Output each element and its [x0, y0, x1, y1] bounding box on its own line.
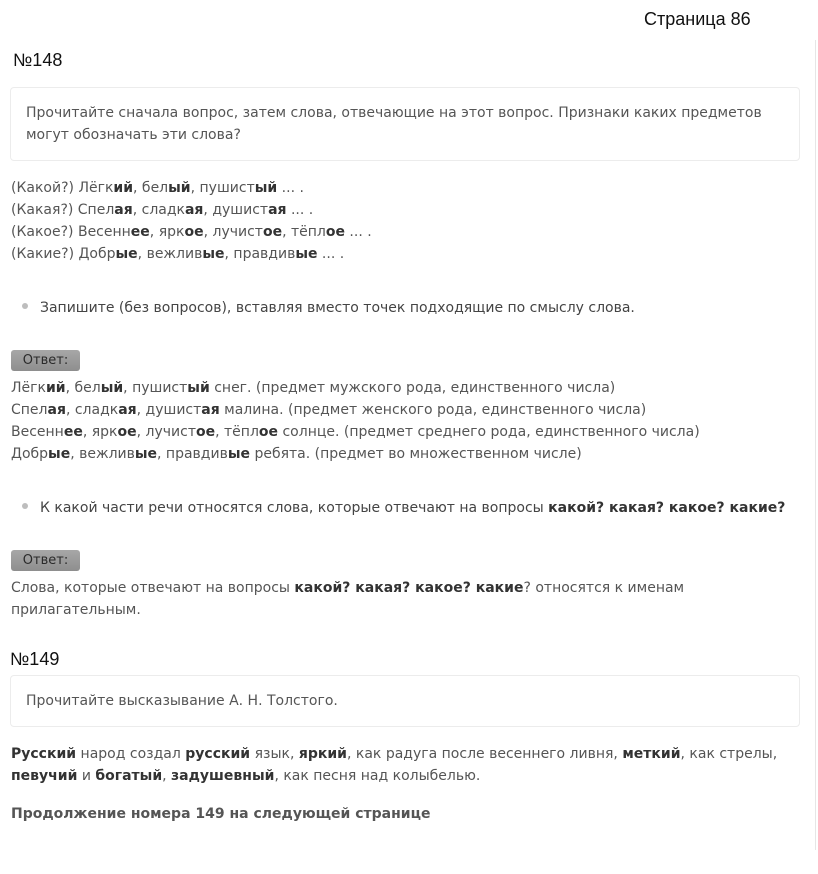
bold-fragment: ые [48, 446, 71, 462]
text-fragment: ... . [317, 246, 345, 262]
text-line [11, 199, 372, 221]
text-fragment: ... . [344, 224, 372, 240]
bold-fragment: ый [254, 180, 278, 196]
text-fragment: Слова, которые отвечают на вопросы [11, 580, 295, 596]
text-fragment: Весенн [11, 424, 64, 440]
text-fragment: (Какие?) Добр [11, 246, 116, 262]
text-fragment: , бел [65, 380, 101, 396]
bold-fragment: ая [114, 202, 133, 218]
bold-fragment: ий [45, 380, 66, 396]
text-fragment: , лучист [136, 424, 196, 440]
text-line [11, 177, 372, 199]
task-148-instruction-box [10, 87, 800, 161]
text-fragment: , как песня над колыбелью. [274, 768, 481, 784]
bold-fragment: какой? какая? какое? какие? [548, 500, 786, 516]
bold-fragment: ее [63, 424, 83, 440]
text-fragment: , сладк [132, 202, 185, 218]
task-148-number: №148 [13, 50, 63, 70]
bold-fragment: меткий [622, 746, 681, 762]
text-fragment: , лучист [203, 224, 263, 240]
text-fragment: , как стрелы, [680, 746, 778, 762]
text-fragment: , вежлив [137, 246, 203, 262]
text-fragment: , душист [203, 202, 269, 218]
text-fragment: , ярк [149, 224, 185, 240]
task-148-word-lines [11, 177, 372, 265]
bold-fragment: ое [262, 224, 283, 240]
page-number-label: Страница 86 [644, 9, 751, 29]
task-149-number: №149 [10, 649, 60, 669]
bold-fragment: ая [184, 202, 204, 218]
text-fragment: , сладк [65, 402, 119, 418]
bullet-dot-icon [22, 503, 28, 509]
task-149-quote [11, 743, 801, 787]
text-fragment: снег. (предмет мужского рода, единственного числа) [209, 380, 616, 396]
text-fragment: ? относятся к именам прилагательным. [11, 580, 685, 618]
text-fragment: , пушист [190, 180, 255, 196]
answer-badge-1: Ответ: [11, 350, 80, 371]
bold-fragment: ая [201, 402, 220, 418]
text-line [11, 243, 372, 265]
task-148-bullet-1 [22, 297, 635, 319]
task-149-instruction: Прочитайте высказывание А. Н. Толстого. [26, 693, 338, 709]
bold-fragment: ая [268, 202, 287, 218]
page-edge-divider [815, 40, 816, 850]
text-line [11, 421, 700, 443]
bold-fragment: ий [113, 180, 134, 196]
task-149-instruction-box [10, 675, 800, 727]
bold-fragment: русский [185, 746, 251, 762]
bold-fragment: ые [115, 246, 138, 262]
bullet-1-text: Запишите (без вопросов), вставляя вместо точек подходящие по смыслу слова. [40, 300, 635, 316]
text-fragment: язык, [250, 746, 299, 762]
bullet-2-text [40, 500, 785, 516]
task-148-instruction: Прочитайте сначала вопрос, затем слова, отвечающие на этот вопрос. Признаки каких предметов могут обозначать эти слова? [26, 105, 762, 143]
text-fragment: , как радуга после весеннего ливня, [347, 746, 623, 762]
text-fragment: Лёгк [11, 380, 46, 396]
bold-fragment: ые [134, 446, 158, 462]
continuation-note: Продолжение номера 149 на следующей странице [11, 806, 431, 822]
bold-fragment: какой? какая? какое? какие [294, 580, 524, 596]
text-fragment: , правдив [224, 246, 296, 262]
bold-fragment: ый [168, 180, 191, 196]
bold-fragment: богатый [95, 768, 163, 784]
task-148-answer-2 [11, 577, 711, 621]
text-fragment: (Какая?) Спел [11, 202, 115, 218]
text-fragment: (Какое?) Весенн [11, 224, 131, 240]
text-line [11, 377, 700, 399]
bold-fragment: ая [118, 402, 137, 418]
bold-fragment: ые [227, 446, 250, 462]
text-fragment: ... . [286, 202, 314, 218]
bold-fragment: задушевный [171, 768, 275, 784]
text-fragment: и [77, 768, 96, 784]
text-fragment: , бел [133, 180, 169, 196]
text-line [11, 443, 700, 465]
bold-fragment: ое [117, 424, 137, 440]
text-fragment: , вежлив [70, 446, 135, 462]
text-fragment: , ярк [82, 424, 118, 440]
bold-fragment: ые [202, 246, 225, 262]
bold-fragment: ая [47, 402, 66, 418]
text-fragment: ребята. (предмет во множественном числе) [250, 446, 582, 462]
bullet-dot-icon [22, 303, 28, 309]
bold-fragment: ые [295, 246, 318, 262]
text-fragment: , тёпл [215, 424, 259, 440]
text-fragment: , правдив [157, 446, 228, 462]
bold-fragment: ое [325, 224, 345, 240]
bold-fragment: ее [130, 224, 150, 240]
text-fragment: К какой части речи относятся слова, которые отвечают на вопросы [40, 500, 549, 516]
text-line [11, 399, 700, 421]
text-fragment: солнце. (предмет среднего рода, единственного числа) [278, 424, 700, 440]
text-fragment: , пушист [123, 380, 188, 396]
bold-fragment: ое [184, 224, 204, 240]
text-fragment: народ создал [76, 746, 186, 762]
text-fragment: (Какой?) Лёгк [11, 180, 114, 196]
bold-fragment: яркий [298, 746, 347, 762]
bold-fragment: ое [258, 424, 279, 440]
answer-badge-2: Ответ: [11, 550, 80, 571]
text-fragment: , душист [136, 402, 202, 418]
task-148-bullet-2 [22, 497, 785, 519]
text-fragment: Спел [11, 402, 48, 418]
bold-fragment: певучий [11, 768, 78, 784]
text-fragment: ... . [277, 180, 304, 196]
text-fragment: , тёпл [282, 224, 326, 240]
text-fragment: Добр [11, 446, 49, 462]
bold-fragment: Русский [11, 746, 77, 762]
bold-fragment: ый [187, 380, 210, 396]
text-fragment: малина. (предмет женского рода, единственного числа) [219, 402, 647, 418]
bold-fragment: ое [196, 424, 216, 440]
bold-fragment: ый [100, 380, 124, 396]
task-148-answer-1 [11, 377, 700, 465]
text-line [11, 221, 372, 243]
text-fragment: , [162, 768, 172, 784]
